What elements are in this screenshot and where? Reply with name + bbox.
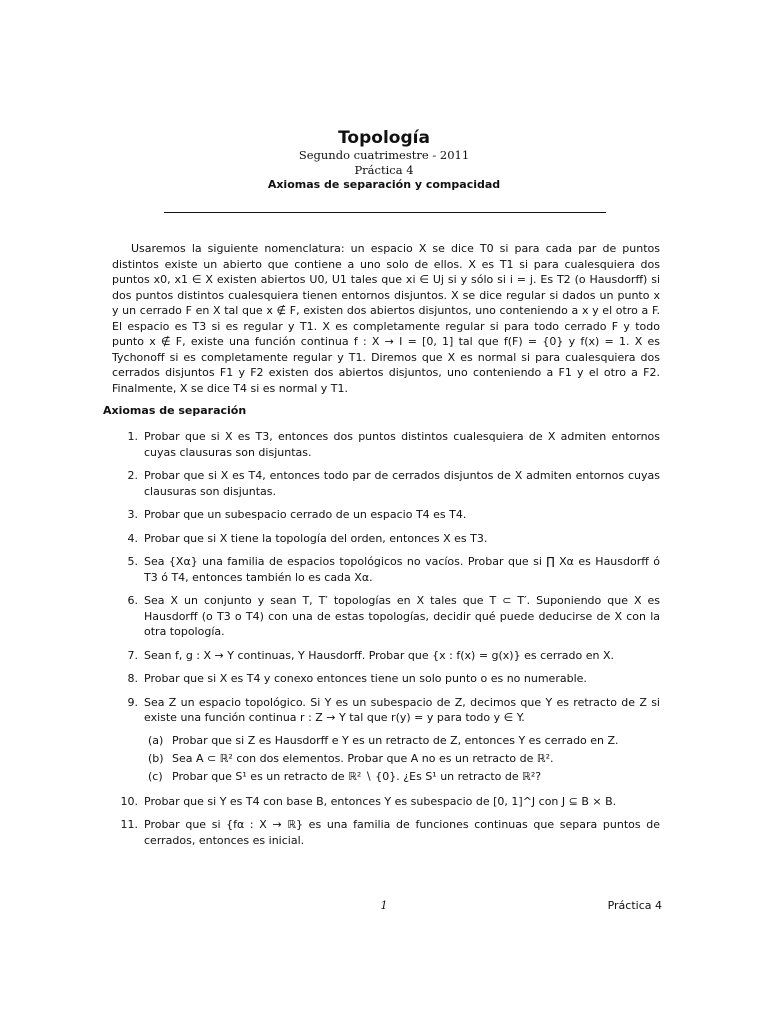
exercise-number: 11.	[120, 818, 138, 831]
exercise-item	[103, 593, 660, 640]
exercise-text: Probar que si {fα : X → ℝ} es una familia de funciones continuas que separa puntos de cerrados, entonces es inicial.	[144, 818, 660, 847]
exercise-item	[103, 429, 660, 460]
intro-sentence-9: Finalmente, X se dice T4 si es normal y T1.	[112, 381, 349, 395]
topic-line: Axiomas de separación y compacidad	[267, 178, 501, 191]
exercise-number: 9.	[127, 695, 138, 709]
exercise-text: Sea Z un espacio topológico. Si Y es un subespacio de Z, decimos que Y es retracto de Z si existe una función continua r : Z → Y tal que r(y) = y para todo y ∈ Y.	[144, 695, 660, 724]
exercise-text: Probar que si X es T4 y conexo entonces tiene un solo punto o es no numerable.	[144, 672, 587, 685]
exercise-number: 1.	[127, 430, 138, 443]
subitem-label: (a)	[148, 733, 164, 747]
exercise-item	[103, 671, 660, 687]
exercise-text: Probar que si X tiene la topología del orden, entonces X es T3.	[144, 531, 488, 545]
intro-sentence-5: El espacio es T3 si es regular y T1.	[112, 319, 318, 333]
exercise-text: Sea {Xα} una familia de espacios topológicos no vacíos. Probar que si ∏ Xα es Hausdorff ó T3 ó T4, entonces también lo es cada Xα.	[144, 555, 660, 584]
subitem-text: Probar que S¹ es un retracto de ℝ² ∖ {0}. ¿Es S¹ un retracto de ℝ²?	[172, 769, 542, 783]
intro-sentence-1: Usaremos la siguiente nomenclatura: un espacio X se dice T0 si para cada par de puntos distintos existe un abierto que contiene a uno solo de ellos.	[112, 242, 660, 271]
exercise-number: 5.	[127, 555, 138, 568]
exercise-number: 7.	[127, 648, 138, 662]
exercise-item	[103, 794, 660, 810]
document-title: Topología	[338, 128, 430, 148]
exercise-text: Probar que un subespacio cerrado de un espacio T4 es T4.	[144, 508, 467, 521]
exercise-subitem	[144, 732, 660, 750]
exercise-number: 3.	[127, 508, 138, 521]
exercise-item	[103, 531, 660, 547]
exercise-item	[103, 507, 660, 523]
exercise-subitem	[144, 750, 660, 768]
intro-sentence-7: X es Tychonoff si es completamente regular y T1.	[112, 335, 661, 364]
exercise-sublist	[144, 732, 660, 786]
intro-sentence-3: Es T2 (o Hausdorff) si dos puntos distintos cualesquiera tienen entornos disjuntos.	[112, 273, 661, 302]
exercise-item	[103, 554, 660, 585]
exercise-number: 6.	[127, 594, 138, 607]
exercise-number: 2.	[127, 469, 138, 482]
intro-sentence-8: Diremos que X es normal si para cualesquiera dos cerrados disjuntos F1 y F2 existen dos abiertos disjuntos, uno conteniendo a F1 y el otro a F2.	[112, 350, 660, 379]
page-number: 1	[380, 899, 388, 912]
subitem-text: Probar que si Z es Hausdorff e Y es un retracto de Z, entonces Y es cerrado en Z.	[172, 733, 619, 747]
exercise-subitem	[144, 768, 660, 786]
exercise-item	[103, 817, 660, 848]
exercise-text: Probar que si X es T4, entonces todo par de cerrados disjuntos de X admiten entornos cuyas clausuras son disjuntas.	[144, 469, 660, 498]
exercise-item	[103, 648, 660, 664]
section-heading: Axiomas de separación	[103, 404, 247, 417]
exercise-number: 4.	[127, 531, 138, 545]
footer-practice-label: Práctica 4	[607, 899, 662, 912]
exercise-number: 10.	[120, 794, 138, 808]
subitem-text: Sea A ⊂ ℝ² con dos elementos. Probar que A no es un retracto de ℝ².	[172, 751, 554, 765]
intro-paragraph	[112, 241, 660, 396]
header-divider	[164, 212, 606, 213]
exercise-item	[103, 695, 660, 786]
exercise-text: Probar que si Y es T4 con base B, entonces Y es subespacio de [0, 1]^J con J ⊆ B × B.	[144, 794, 617, 808]
exercise-item	[103, 468, 660, 499]
subitem-label: (c)	[148, 769, 163, 783]
practice-line: Práctica 4	[354, 163, 414, 177]
intro-sentence-2: X es T1 si para cualesquiera dos puntos x0, x1 ∈ X existen abiertos U0, U1 tales que xi ∈ Uj si y sólo si i = j.	[112, 257, 660, 286]
exercise-text: Sean f, g : X → Y continuas, Y Hausdorff. Probar que {x : f(x) = g(x)} es cerrado en X.	[144, 648, 614, 662]
exercise-text: Sea X un conjunto y sean T, T′ topologías en X tales que T ⊂ T′. Suponiendo que X es Hausdorff (o T3 o T4) con una de estas topologías, decidir qué puede deducirse de X con la otra topología.	[144, 594, 660, 638]
intro-sentence-6: X es completamente regular si para todo cerrado F y todo punto x ∉ F, existe una función continua f : X → I = [0, 1] tal que f(F) = {0} y f(x) = 1.	[112, 319, 660, 348]
exercise-number: 8.	[127, 672, 138, 685]
intro-sentence-4: X se dice regular si dados un punto x y un cerrado F en X tal que x ∉ F, existen dos abiertos disjuntos, uno conteniendo a x y el otro a F.	[112, 288, 661, 317]
subitem-label: (b)	[148, 751, 164, 765]
exercise-text: Probar que si X es T3, entonces dos puntos distintos cualesquiera de X admiten entornos cuyas clausuras son disjuntas.	[144, 430, 660, 459]
exercise-list	[103, 429, 660, 856]
semester-line: Segundo cuatrimestre - 2011	[298, 148, 470, 162]
